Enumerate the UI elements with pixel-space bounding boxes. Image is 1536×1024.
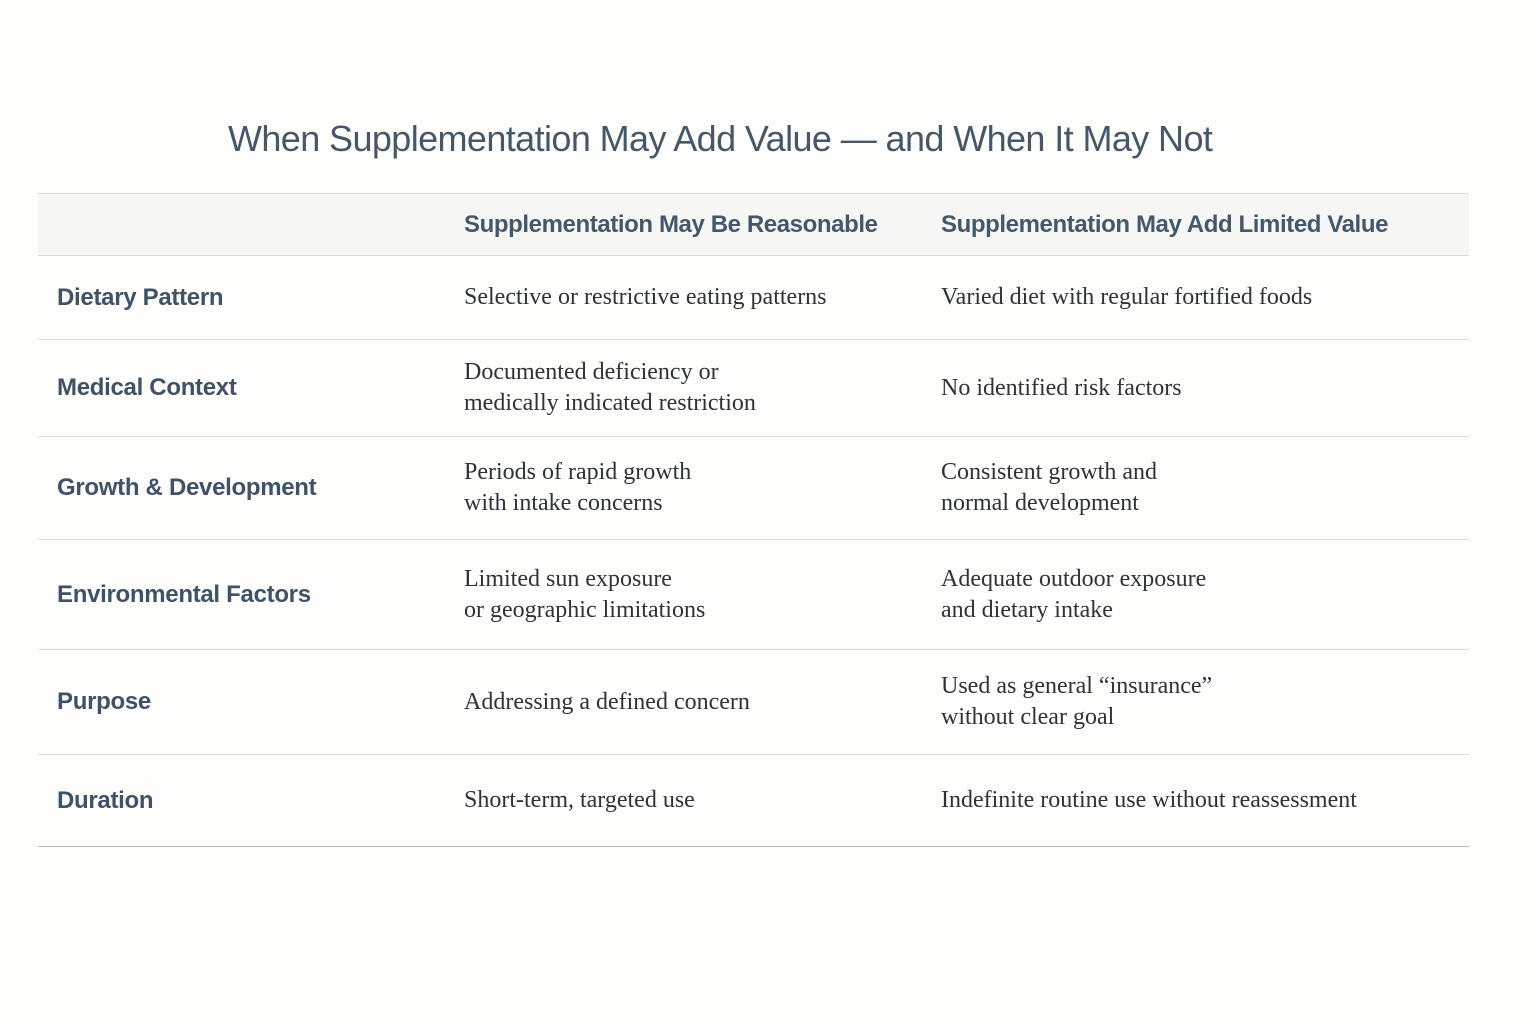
limited-cell: Indefinite routine use without reassessment	[941, 787, 1357, 813]
column-header-limited: Supplementation May Add Limited Value	[941, 210, 1389, 238]
limited-cell: Adequate outdoor exposure and dietary intake	[941, 565, 1207, 623]
table-row	[38, 650, 1469, 755]
reasonable-cell: Addressing a defined concern	[464, 688, 750, 715]
reasonable-cell: Selective or restrictive eating patterns	[464, 284, 827, 310]
reasonable-cell: Documented deficiency or medically indicated restriction	[464, 359, 756, 416]
table-header-row	[38, 194, 1469, 256]
row-label: Medical Context	[57, 374, 237, 401]
column-header-empty	[57, 194, 447, 255]
reasonable-cell: Limited sun exposure or geographic limitations	[464, 565, 706, 623]
limited-cell: No identified risk factors	[941, 374, 1182, 401]
reasonable-cell: Periods of rapid growth with intake concerns	[464, 459, 692, 516]
row-label: Environmental Factors	[57, 580, 311, 608]
column-header-reasonable: Supplementation May Be Reasonable	[464, 210, 878, 238]
row-label: Purpose	[57, 688, 151, 715]
limited-cell: Used as general “insurance” without clear goal	[941, 673, 1213, 730]
row-label: Growth & Development	[57, 474, 317, 501]
table-row	[38, 755, 1469, 847]
comparison-table	[38, 193, 1469, 847]
row-label: Dietary Pattern	[57, 283, 224, 311]
reasonable-cell: Short-term, targeted use	[464, 787, 695, 813]
table-row	[38, 256, 1469, 340]
row-label: Duration	[57, 786, 154, 814]
table-row	[38, 540, 1469, 650]
table-row	[38, 340, 1469, 437]
table-row	[38, 437, 1469, 540]
limited-cell: Varied diet with regular fortified foods	[941, 284, 1313, 310]
page-title: When Supplementation May Add Value — and When It May Not	[228, 118, 1213, 159]
limited-cell: Consistent growth and normal development	[941, 459, 1157, 516]
